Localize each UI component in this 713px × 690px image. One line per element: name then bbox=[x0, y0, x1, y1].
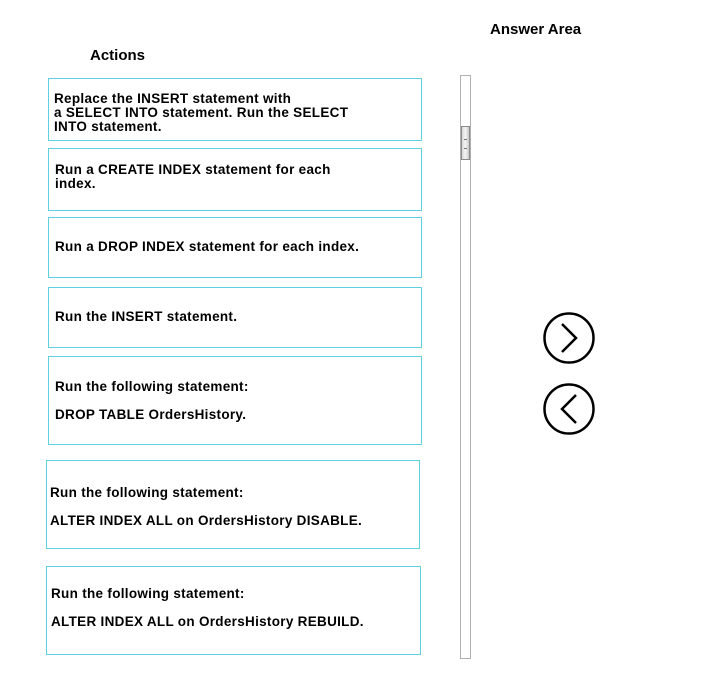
action-text-line: ALTER INDEX ALL on OrdersHistory REBUILD. bbox=[51, 614, 364, 629]
chevron-left-circle-icon bbox=[542, 382, 596, 436]
action-text-line: Run the following statement: bbox=[51, 586, 245, 601]
move-right-button[interactable] bbox=[542, 311, 596, 365]
scrollbar-thumb[interactable] bbox=[461, 126, 470, 160]
action-item-replace-insert[interactable] bbox=[48, 78, 422, 141]
actions-heading: Actions bbox=[90, 47, 146, 64]
action-item-drop-index[interactable] bbox=[48, 217, 422, 278]
action-text-line: a SELECT INTO statement. Run the SELECT bbox=[54, 105, 349, 120]
action-text-line: DROP TABLE OrdersHistory. bbox=[55, 407, 247, 422]
action-text-line: Run the INSERT statement. bbox=[55, 309, 238, 324]
chevron-right-circle-icon bbox=[542, 311, 596, 365]
action-text-line: Run a DROP INDEX statement for each index. bbox=[55, 239, 360, 254]
move-left-button[interactable] bbox=[542, 382, 596, 436]
action-text-line: Run the following statement: bbox=[50, 485, 244, 500]
action-item-run-insert[interactable] bbox=[48, 287, 422, 348]
action-item-drop-table[interactable] bbox=[48, 356, 422, 445]
action-text-line: Run the following statement: bbox=[55, 379, 249, 394]
action-text-line: index. bbox=[55, 176, 96, 191]
actions-scrollbar[interactable] bbox=[460, 75, 471, 659]
action-text-line: Run a CREATE INDEX statement for each bbox=[55, 162, 331, 177]
answer-area-heading: Answer Area bbox=[490, 21, 582, 38]
action-text-line: ALTER INDEX ALL on OrdersHistory DISABLE. bbox=[50, 513, 363, 528]
action-text-line: INTO statement. bbox=[54, 119, 162, 134]
action-text-line: Replace the INSERT statement with bbox=[54, 91, 292, 106]
action-item-alter-index-disable[interactable] bbox=[46, 460, 420, 549]
action-item-create-index[interactable] bbox=[48, 148, 422, 211]
action-item-alter-index-rebuild[interactable] bbox=[46, 566, 421, 655]
